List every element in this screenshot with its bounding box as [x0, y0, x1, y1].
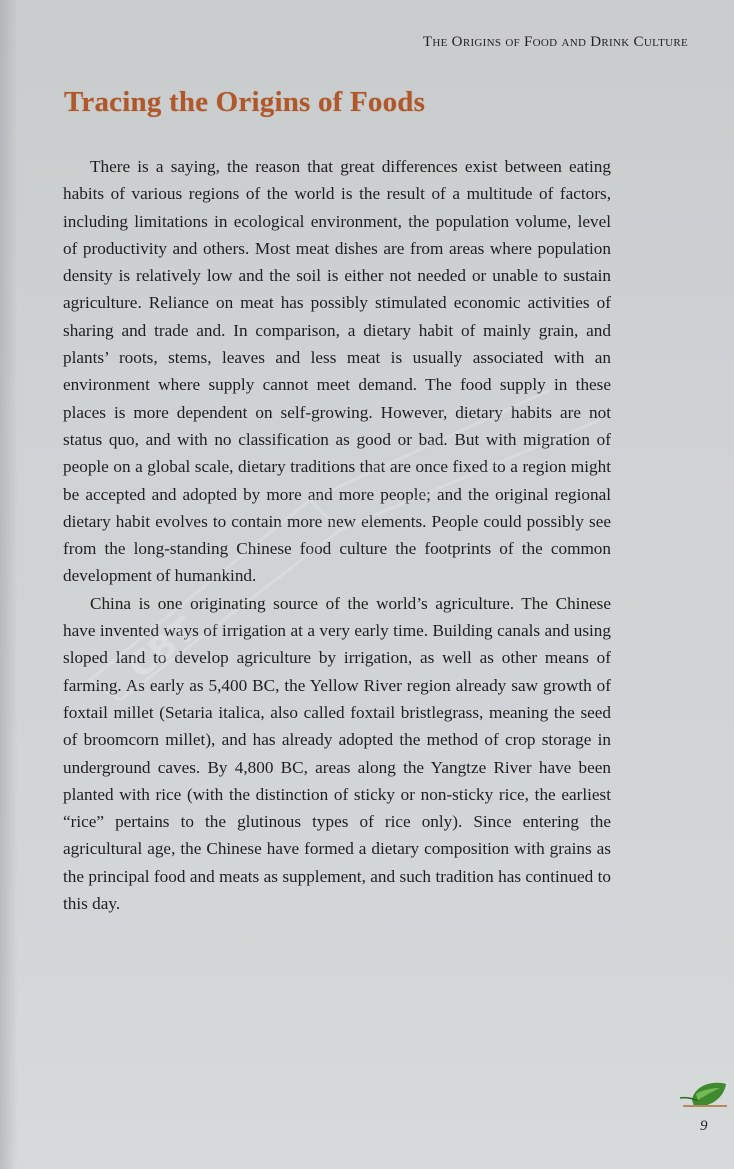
section-title: Tracing the Origins of Foods — [64, 86, 426, 118]
leaf-icon — [676, 1080, 728, 1114]
page-gutter-shadow — [0, 0, 18, 1169]
page-number: 9 — [700, 1118, 708, 1134]
paragraph: China is one originating source of the world’s agriculture. The Chinese have invented ways of irrigation at a very early time. Building canals and using sloped land to develop agriculture by irrigation, as well as other means of farming. As early as 5,400 BC, the Yellow River region already saw growth of foxtail millet (Setaria italica, also called foxtail bristlegrass, meaning the seed of broomcorn millet), and has already adopted the method of crop storage in underground caves. By 4,800 BC, areas along the Yangtze River have been planted with rice (with the distinction of sticky or non-sticky rice, the earliest “rice” pertains to the glutinous types of rice only). Since entering the agricultural age, the Chinese have formed a dietary composition with grains as the principal food and meats as supplement, and such tradition has continued to this day. — [63, 593, 611, 914]
running-head: The Origins of Food and Drink Culture — [422, 34, 688, 50]
body-text — [63, 153, 611, 917]
paragraph: There is a saying, the reason that great differences exist between eating habits of various regions of the world is the result of a multitude of factors, including limitations in ecological environment, the population volume, level of productivity and others. Most meat dishes are from areas where population density is relatively low and the soil is either not needed or unable to sustain agriculture. Reliance on meat has possibly stimulated economic activities of sharing and trade and. In comparison, a dietary habit of mainly grain, and plants’ roots, stems, leaves and less meat is usually associated with an environment where supply cannot meet demand. The food supply in these places is more dependent on self-growing. However, dietary habits are not status quo, and with no classification as good or bad. But with migration of people on a global scale, dietary traditions that are once fixed to a region might be accepted and adopted by more and more people; and the original regional dietary habit evolves to contain more new elements. People could possibly see from the long-standing Chinese food culture the footprints of the common development of humankind. — [63, 157, 611, 586]
watermark-text: CBT — [120, 609, 204, 688]
folio-rule — [683, 1105, 727, 1107]
